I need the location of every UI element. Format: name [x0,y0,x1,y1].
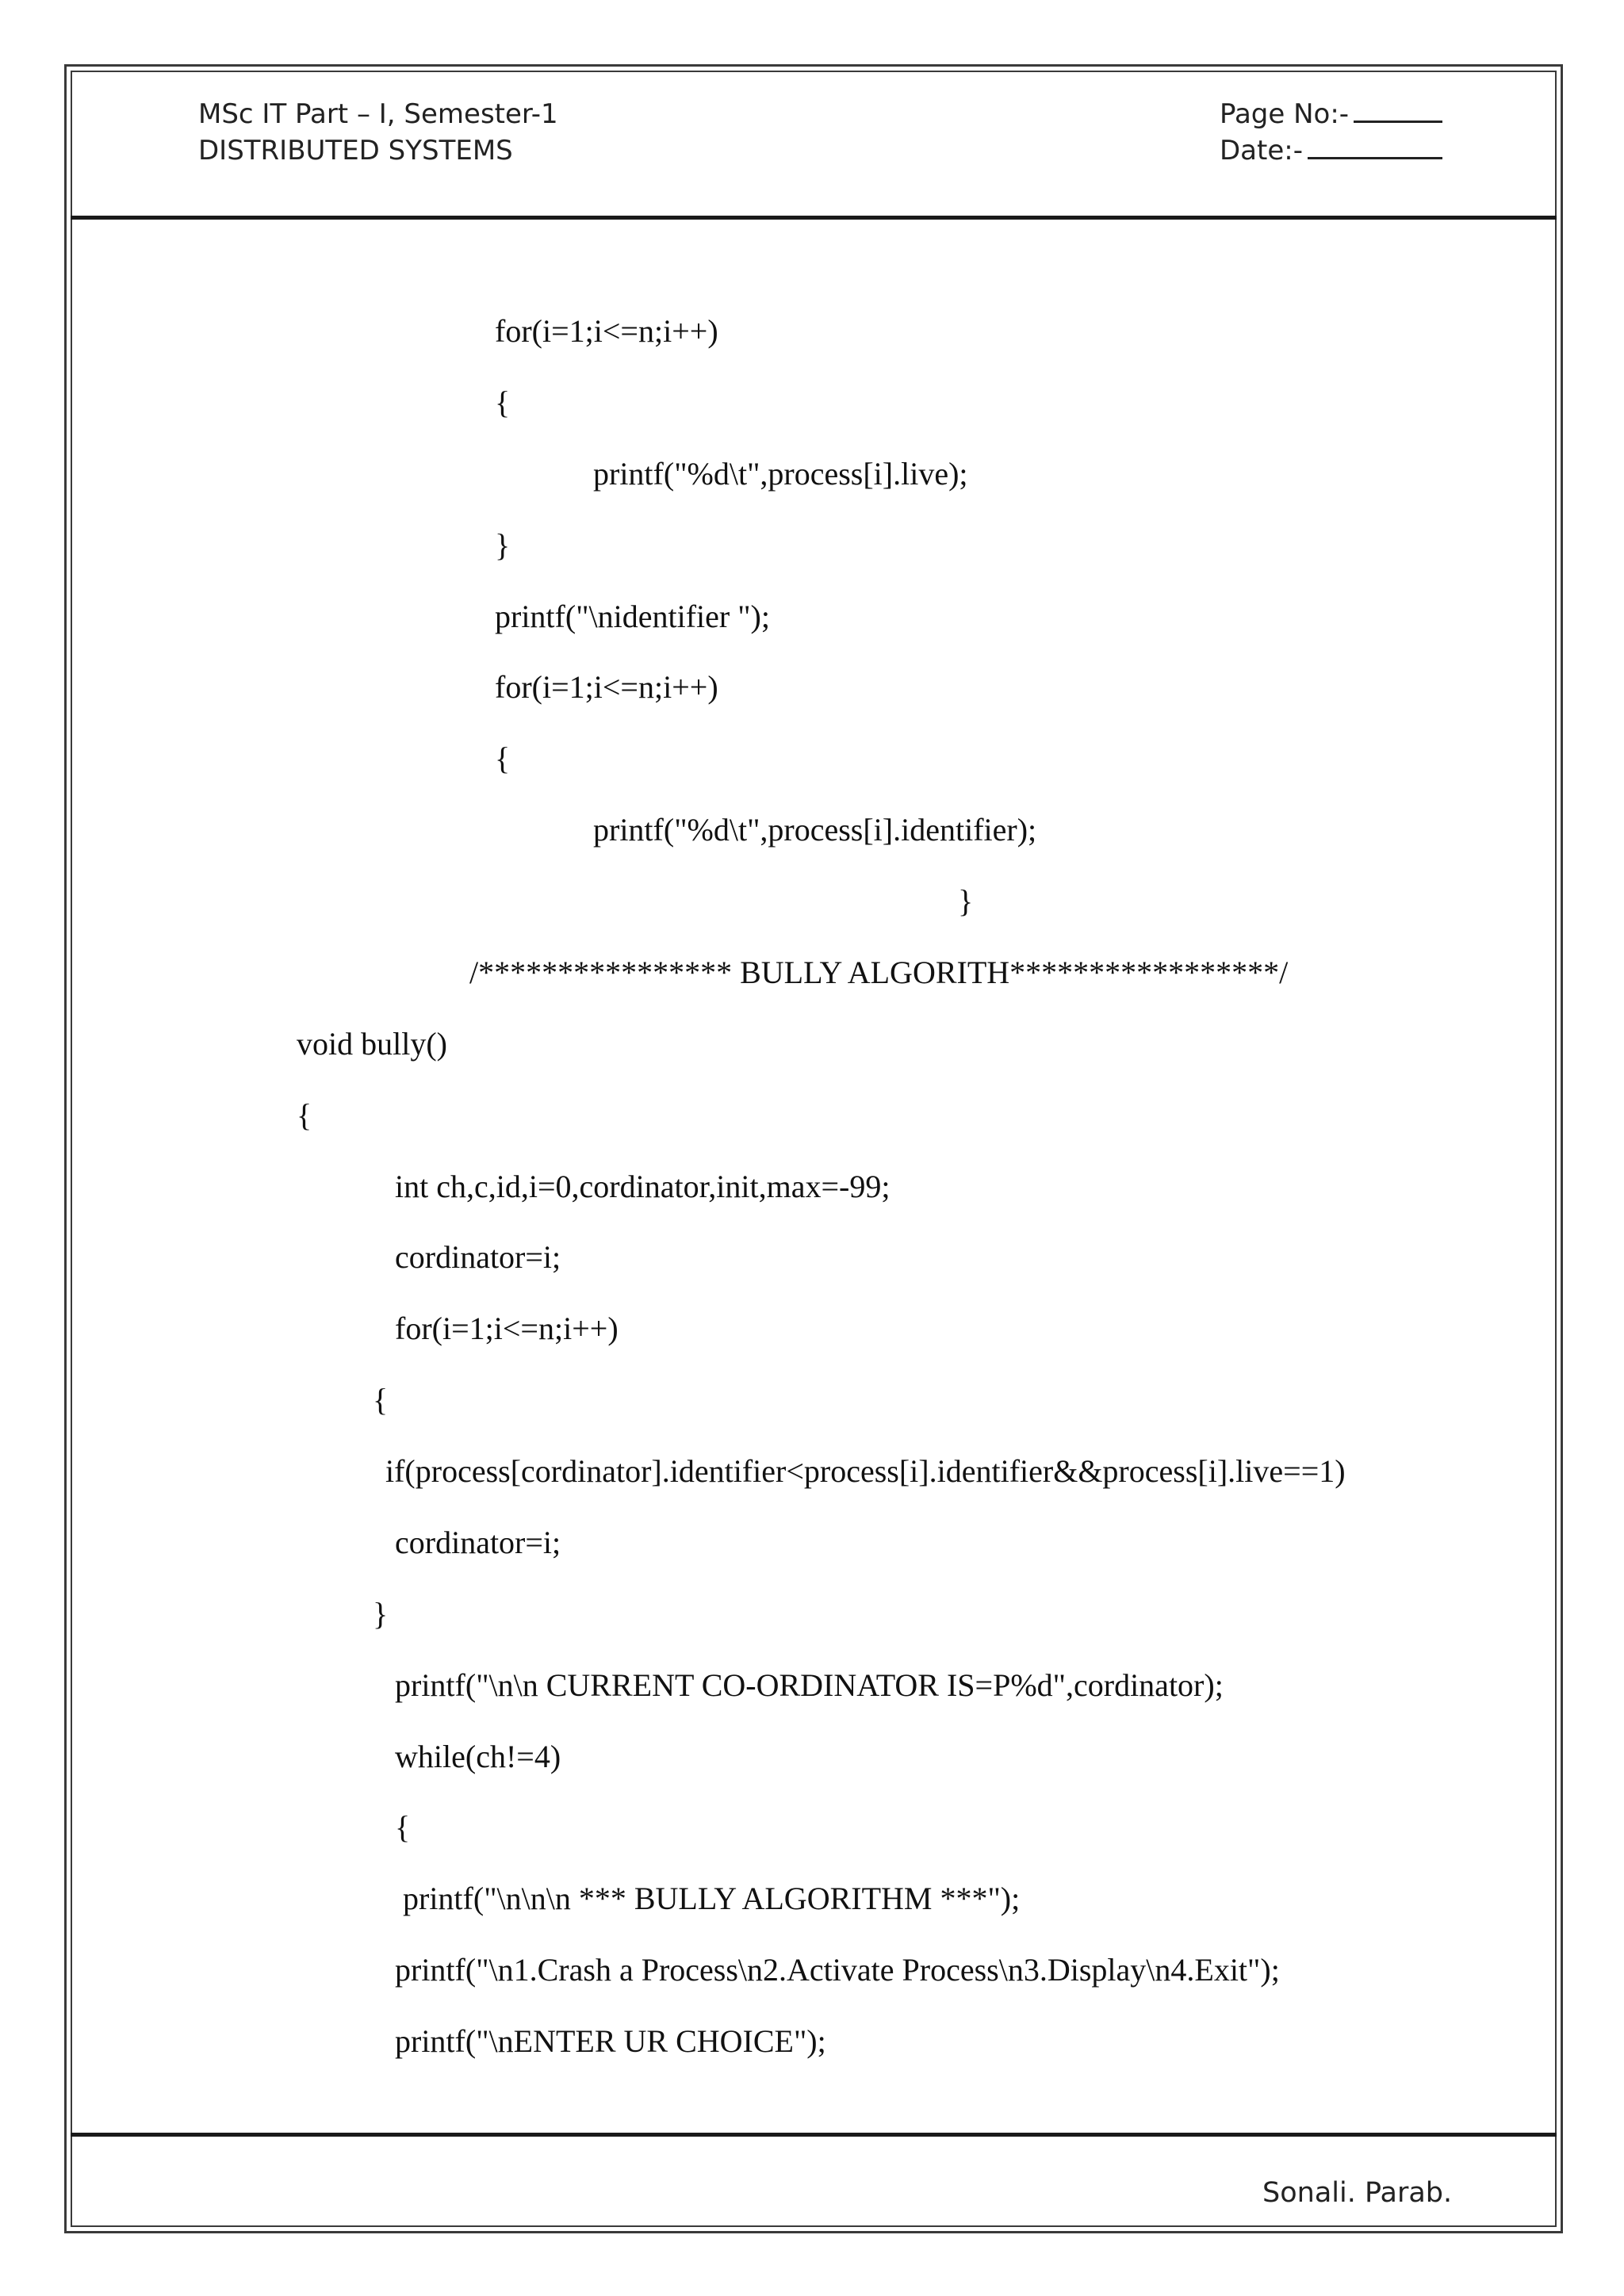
code-comment-banner: /**************** BULLY ALGORITH*****************/ [469,955,1289,990]
code-line: if(process[cordinator].identifier<process[i].identifier&&process[i].live==1) [385,1453,1346,1489]
code-line: printf("%d\t",process[i].live); [593,456,968,492]
author-name: Sonali. Parab. [1262,2177,1453,2209]
code-line: { [395,1809,411,1845]
code-line: int ch,c,id,i=0,cordinator,init,max=-99; [395,1169,891,1204]
code-line: } [373,1596,389,1632]
code-line: printf("%d\t",process[i].identifier); [593,812,1037,848]
code-line: { [495,740,511,776]
code-line: } [958,883,974,919]
date-field [1220,133,1442,168]
code-line: for(i=1;i<=n;i++) [395,1311,619,1346]
code-line: printf("\n\n CURRENT CO-ORDINATOR IS=P%d",cordinator); [395,1667,1224,1703]
code-line: cordinator=i; [395,1239,561,1275]
page-number-field [1220,97,1442,132]
code-line: cordinator=i; [395,1525,561,1560]
page-number-blank [1354,97,1442,123]
subject-title: DISTRIBUTED SYSTEMS [198,135,513,166]
footer-divider [71,2133,1557,2137]
code-line: { [297,1097,312,1133]
code-line: printf("\n\n\n *** BULLY ALGORITHM ***"); [403,1881,1021,1916]
code-line: printf("\nENTER UR CHOICE"); [395,2023,826,2059]
code-line: for(i=1;i<=n;i++) [495,313,718,349]
code-line: { [495,385,511,420]
code-line: { [373,1382,389,1418]
date-label: Date:- [1220,135,1303,166]
header-divider [71,216,1557,220]
date-blank [1308,133,1442,159]
code-line: while(ch!=4) [395,1739,561,1774]
course-title: MSc IT Part – I, Semester-1 [198,98,558,130]
page-number-label: Page No:- [1220,98,1350,130]
code-line: void bully() [297,1026,447,1062]
code-line: } [495,527,511,563]
code-line: for(i=1;i<=n;i++) [495,669,718,705]
code-line: printf("\nidentifier "); [495,599,770,634]
code-line: printf("\n1.Crash a Process\n2.Activate Process\n3.Display\n4.Exit"); [395,1952,1280,1988]
